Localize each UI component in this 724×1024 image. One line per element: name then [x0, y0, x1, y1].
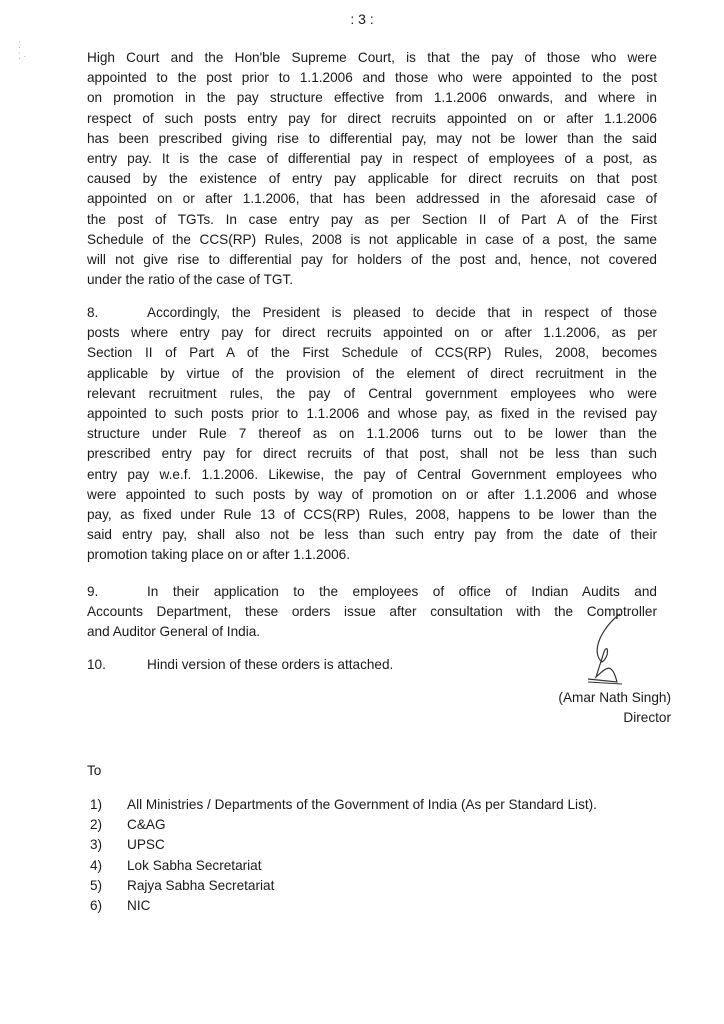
list-text: Rajya Sabha Secretariat — [127, 877, 275, 893]
text-line: on promotion in the pay structure effective from 1.1.2006 onwards, and where in — [87, 90, 657, 106]
list-text: C&AG — [127, 817, 166, 833]
text-line: High Court and the Hon'ble Supreme Court, is that the pay of those who were — [87, 50, 657, 65]
text-line: structure under Rule 7 thereof as on 1.1.2006 turns out to be lower than the — [87, 426, 657, 442]
paragraph-number: 9. — [87, 584, 99, 599]
paragraph-9 — [87, 582, 657, 643]
list-item — [90, 856, 657, 876]
text-line: Schedule of the CCS(RP) Rules, 2008 is not applicable in case of a post, the same — [87, 231, 657, 247]
list-item — [90, 876, 657, 896]
text-line: Accounts Department, these orders issue after consultation with the Comptroller — [87, 604, 657, 620]
text-line: appointed to such posts prior to 1.1.2006 and whose pay, as fixed in the revised pay — [87, 405, 657, 421]
list-item — [90, 896, 657, 916]
text-line: under the ratio of the case of TGT. — [87, 272, 294, 288]
list-item — [90, 795, 657, 815]
signatory-name: (Amar Nath Singh) — [558, 690, 671, 705]
scan-specks: ⁚ ⁚ · — [18, 40, 27, 61]
list-item — [90, 815, 657, 835]
text-line: prescribed entry pay for direct recruits of that post, shall not be less than such — [87, 446, 657, 462]
text-line: Accordingly, the President is pleased to decide that in respect of those — [147, 305, 657, 320]
text-line: respect of such posts entry pay for direct recruits appointed on or after 1.1.2006 — [87, 110, 657, 126]
list-item — [90, 835, 657, 855]
text-line: pay, as fixed under Rule 13 of CCS(RP) Rules, 2008, happens to be lower than the — [87, 506, 657, 522]
text-line: Section II of Part A of the First Schedule of CCS(RP) Rules, 2008, becomes — [87, 345, 657, 361]
text-line: appointed to the post prior to 1.1.2006 and those who were appointed to the post — [87, 70, 657, 86]
recipient-list — [90, 795, 657, 916]
text-line: has been prescribed giving rise to differential pay, may not be lower than the said — [87, 130, 657, 146]
text-line: applicable by virtue of the provision of the element of direct recruitment in the — [87, 365, 657, 381]
text-line: promotion taking place on or after 1.1.2006. — [87, 547, 350, 563]
list-text: Lok Sabha Secretariat — [127, 857, 262, 873]
paragraph-10 — [87, 655, 657, 675]
list-number: 3) — [90, 837, 103, 853]
text-line: and Auditor General of India. — [87, 624, 261, 640]
signatory-designation: Director — [623, 710, 671, 725]
text-line: said entry pay, shall also not be less than such entry pay from the date of their — [87, 527, 657, 543]
text-line: entry pay. It is the case of differential pay in respect of employees of a post, as — [87, 150, 657, 166]
paragraph-continued — [87, 48, 657, 290]
signature-mark — [582, 612, 632, 692]
to-label: To — [87, 763, 102, 778]
list-number: 2) — [90, 817, 103, 833]
text-line: will not give rise to differential pay for holders of the post and, hence, not covered — [87, 251, 657, 267]
list-text: UPSC — [127, 837, 165, 853]
paragraph-number: 8. — [87, 305, 99, 320]
list-number: 4) — [90, 857, 103, 873]
signature-block — [558, 688, 671, 728]
page-number: : 3 : — [350, 11, 374, 27]
text-line: the post of TGTs. In case entry pay as per Section II of Part A of the First — [87, 211, 657, 227]
list-text: NIC — [127, 898, 151, 914]
text-line: In their application to the employees of office of Indian Audits and — [147, 584, 657, 599]
text-line: relevant recruitment rules, the pay of Central government employees who were — [87, 385, 657, 401]
text-line: entry pay w.e.f. 1.1.2006. Likewise, the pay of Central Government employees who — [87, 466, 657, 482]
list-number: 1) — [90, 797, 103, 812]
paragraph-8 — [87, 303, 657, 565]
list-number: 5) — [90, 877, 103, 893]
list-text: All Ministries / Departments of the Government of India (As per Standard List). — [127, 797, 597, 812]
text-line: posts where entry pay for direct recruits appointed on or after 1.1.2006, as per — [87, 325, 657, 341]
text-line: were appointed to such posts by way of promotion on or after 1.1.2006 and whose — [87, 486, 657, 502]
paragraph-number: 10. — [87, 657, 106, 672]
text-line: caused by the existence of entry pay applicable for direct recruits on that post — [87, 171, 657, 187]
text-line: appointed on or after 1.1.2006, that has been addressed in the aforesaid case of — [87, 191, 657, 207]
list-number: 6) — [90, 898, 103, 914]
text-line: Hindi version of these orders is attached. — [147, 657, 394, 672]
